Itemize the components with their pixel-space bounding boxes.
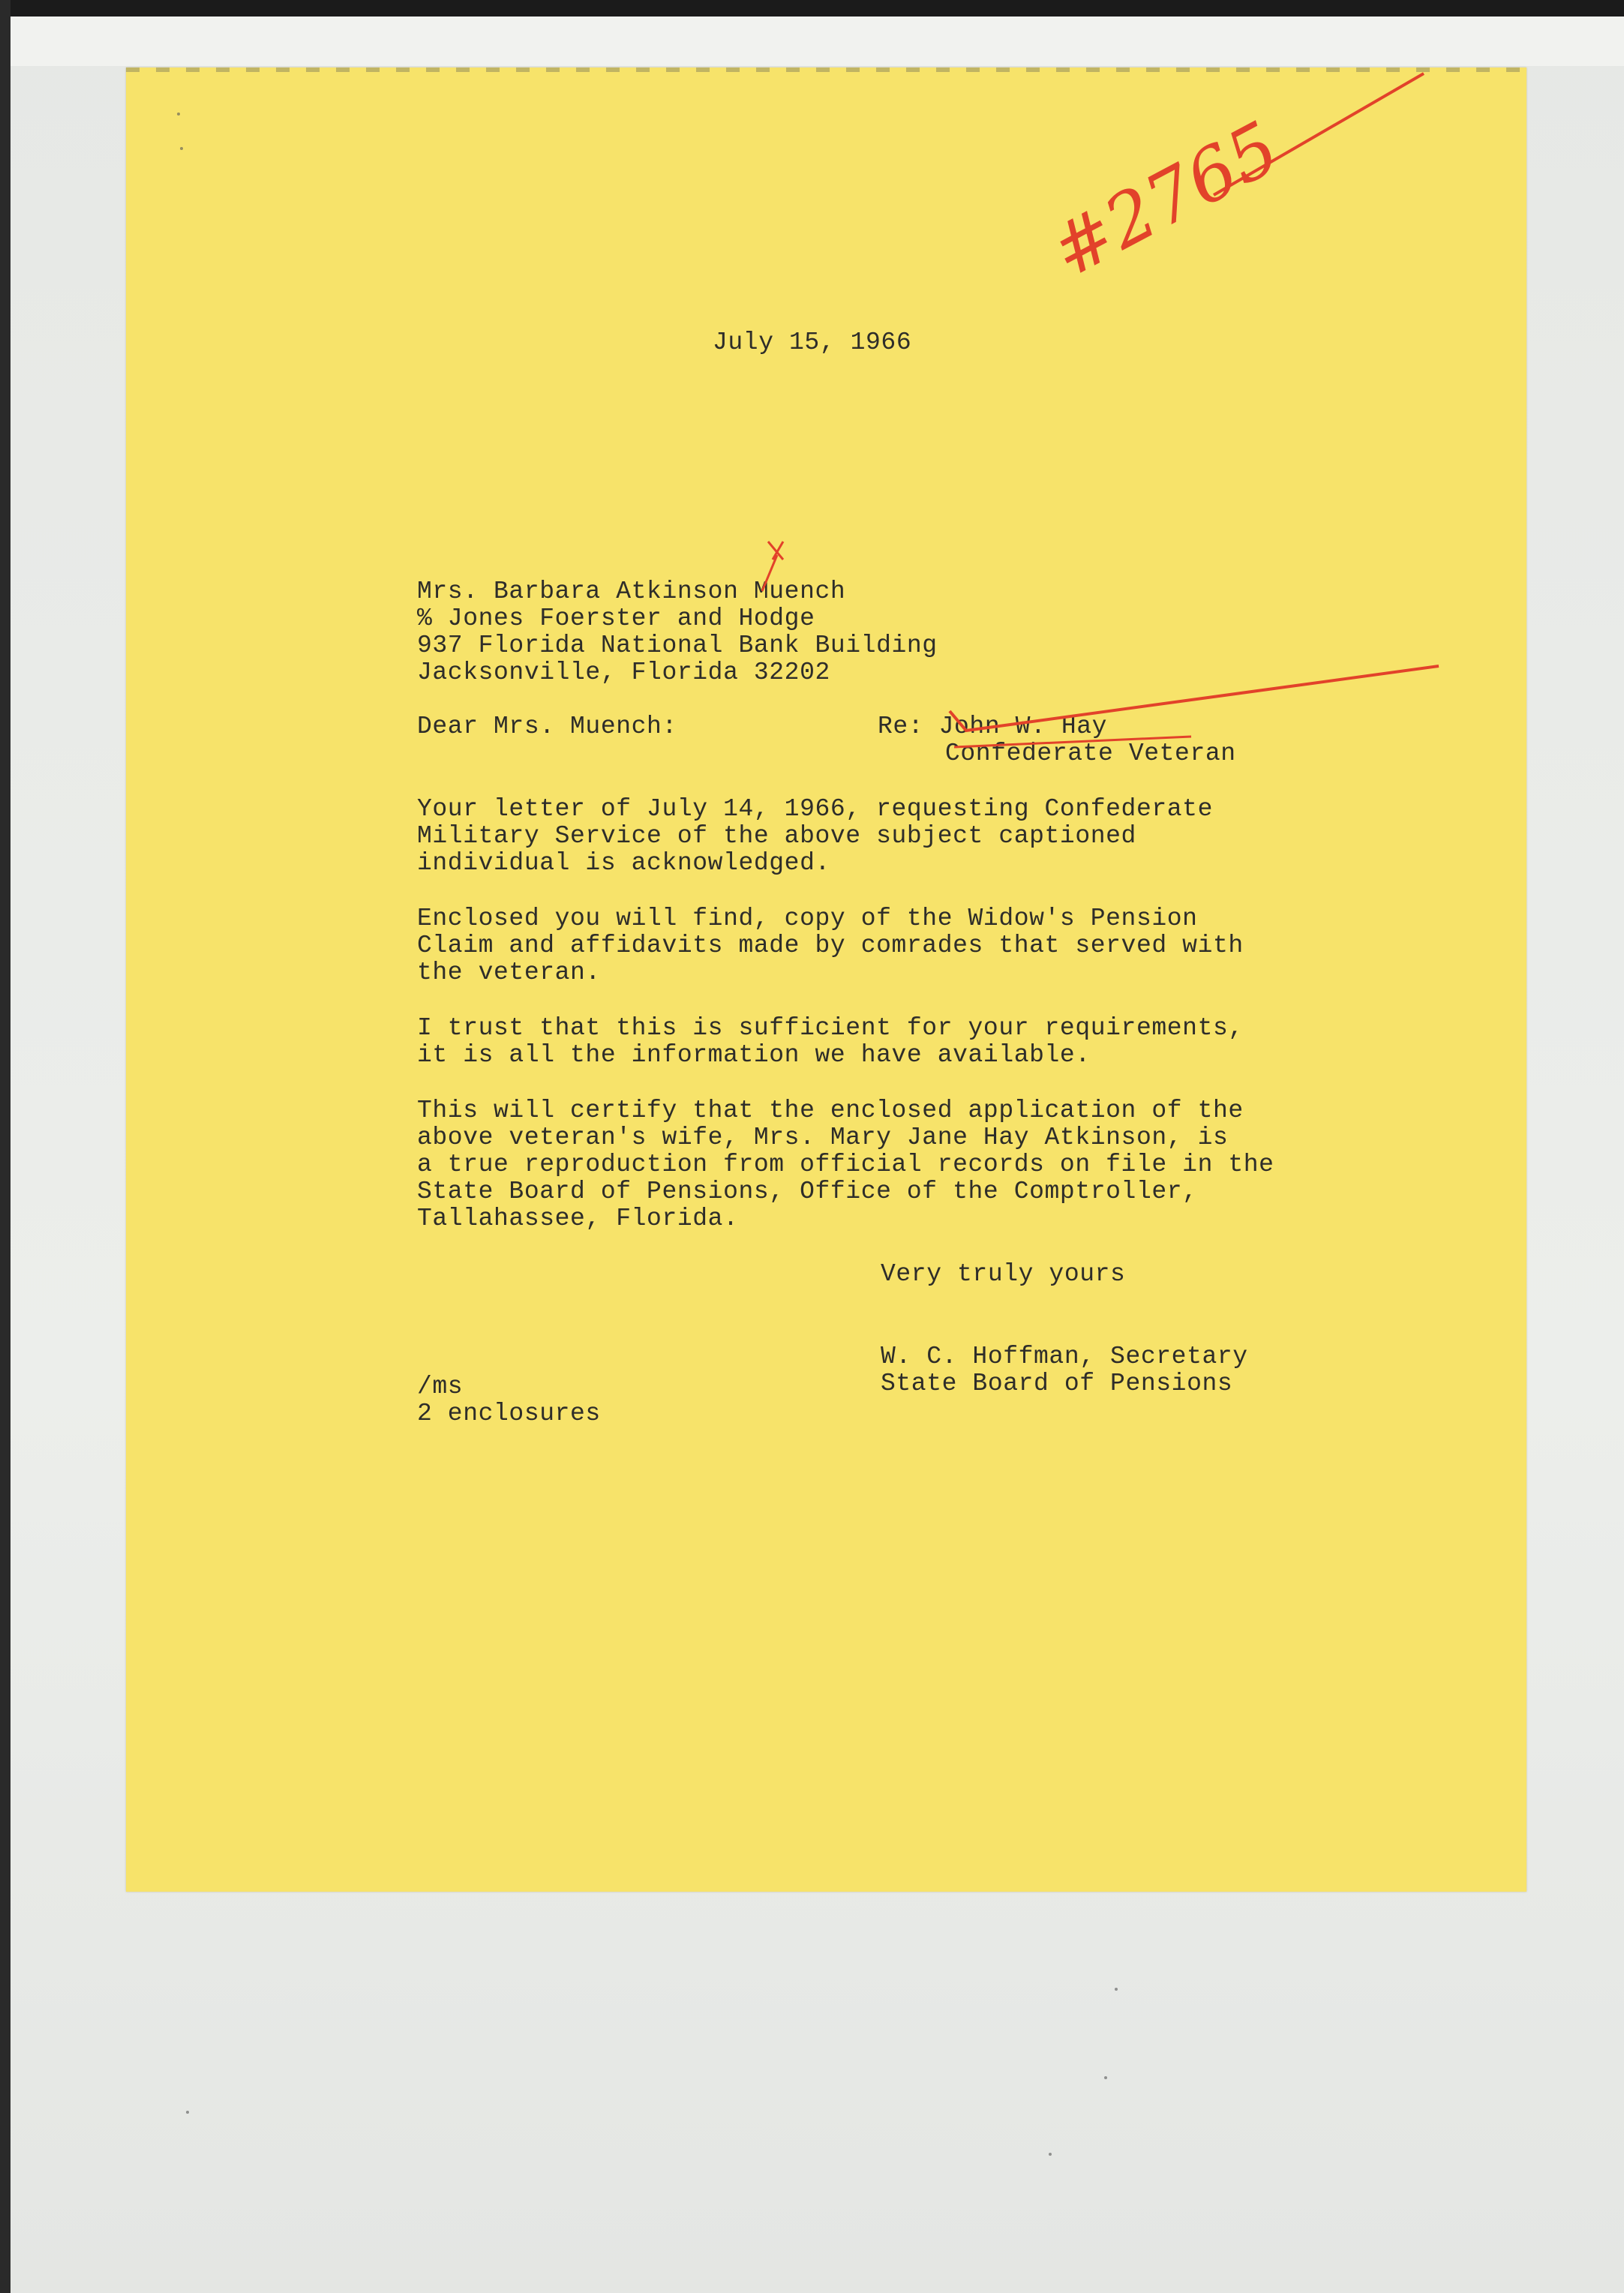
recipient-address: 937 Florida National Bank Building — [417, 632, 938, 659]
letter-date: July 15, 1966 — [713, 329, 912, 356]
paragraph-2-line-1: Enclosed you will find, copy of the Widow's Pension — [417, 905, 1198, 932]
signature-title: State Board of Pensions — [881, 1370, 1233, 1397]
salutation: Dear Mrs. Muench: — [417, 713, 677, 740]
scan-speck — [1049, 2153, 1052, 2156]
paragraph-4-line-2: above veteran's wife, Mrs. Mary Jane Hay Atkinson, is — [417, 1124, 1229, 1151]
enclosures-note: 2 enclosures — [417, 1400, 601, 1427]
scan-speck — [186, 2111, 189, 2114]
paragraph-1-line-3: individual is acknowledged. — [417, 849, 830, 877]
paragraph-4-line-5: Tallahassee, Florida. — [417, 1205, 739, 1232]
closing: Very truly yours — [881, 1260, 1126, 1288]
scanner-left-border — [0, 0, 11, 2293]
recipient-city: Jacksonville, Florida 32202 — [417, 659, 830, 686]
paragraph-1-line-2: Military Service of the above subject captioned — [417, 822, 1136, 850]
reference-description: Confederate Veteran — [945, 740, 1236, 767]
letter-page — [126, 68, 1526, 1892]
paragraph-3-line-1: I trust that this is sufficient for your requirements, — [417, 1014, 1244, 1042]
paper-top-edge — [126, 68, 1526, 72]
scanner-top-border — [0, 0, 1624, 17]
recipient-name: Mrs. Barbara Atkinson Muench — [417, 578, 846, 605]
typist-initials: /ms — [417, 1373, 464, 1400]
paragraph-2-line-2: Claim and affidavits made by comrades that served with — [417, 932, 1244, 959]
signature-name: W. C. Hoffman, Secretary — [881, 1343, 1248, 1370]
paragraph-4-line-1: This will certify that the enclosed application of the — [417, 1097, 1244, 1124]
reference-subject: Re: John W. Hay — [878, 713, 1108, 740]
scanner-top-strip — [11, 17, 1624, 66]
scan-speck — [177, 113, 180, 116]
paragraph-2-line-3: the veteran. — [417, 959, 601, 986]
scan-speck — [1115, 1988, 1118, 1991]
paragraph-1-line-1: Your letter of July 14, 1966, requesting Confederate — [417, 795, 1213, 823]
paragraph-3-line-2: it is all the information we have available. — [417, 1041, 1091, 1069]
recipient-care-of: % Jones Foerster and Hodge — [417, 605, 815, 632]
scan-speck — [1104, 2076, 1107, 2079]
paragraph-4-line-3: a true reproduction from official records on file in the — [417, 1151, 1274, 1178]
file-number-annotation: #2765 — [1037, 105, 1292, 294]
paragraph-4-line-4: State Board of Pensions, Office of the Comptroller, — [417, 1178, 1198, 1205]
scan-speck — [180, 147, 183, 150]
